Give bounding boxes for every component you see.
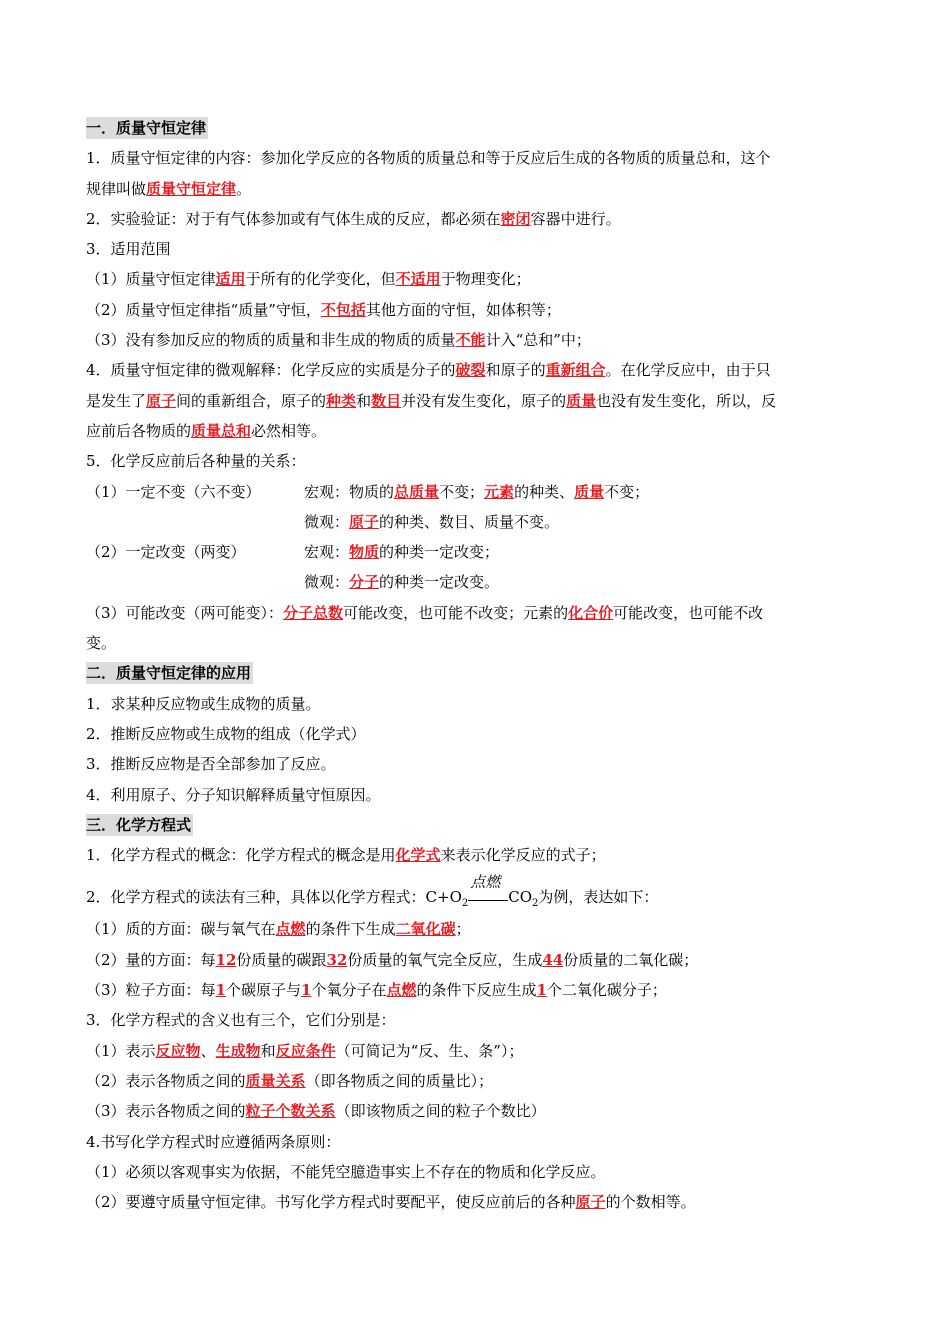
- text: （1）质的方面：碳与氧气在: [86, 920, 276, 939]
- subscript: 2: [461, 898, 469, 910]
- key-term: 不包括: [320, 300, 366, 319]
- text: CO: [508, 888, 533, 907]
- text: （1）质量守恒定律: [86, 270, 216, 289]
- section-1-title: 一．质量守恒定律: [86, 119, 207, 137]
- text: 1．求某种反应物或生成物的质量。: [86, 694, 321, 713]
- key-term: 1: [215, 981, 226, 1000]
- text: 计入“总和”中；: [485, 331, 591, 350]
- key-term: 反应条件: [275, 1041, 336, 1060]
- key-term: 数目: [371, 391, 402, 410]
- s1-paragraph-1b: [86, 174, 866, 204]
- text: （可简记为“反、生、条”）；: [335, 1041, 524, 1060]
- text: 2．实验验证：对于有气体参加或有气体生成的反应，都必须在: [86, 209, 501, 228]
- key-term: 不适用: [395, 270, 441, 289]
- reading-item-3: [86, 975, 866, 1005]
- text: 3．推断反应物是否全部参加了反应。: [86, 755, 336, 774]
- row-label: （1）一定不变（六不变）: [86, 482, 261, 501]
- text: 宏观：: [304, 543, 350, 562]
- text: （即各物质之间的质量比）；: [305, 1071, 494, 1090]
- text: 微观：: [304, 512, 350, 531]
- s3-paragraph-2-equation: [86, 870, 866, 914]
- text: 1．化学方程式的概念：化学方程式的概念是用: [86, 846, 396, 865]
- text: 个二氧化碳分子；: [546, 981, 667, 1000]
- section-2-heading: [86, 658, 866, 688]
- text: 。: [236, 179, 252, 198]
- text: 和: [356, 391, 372, 410]
- reaction-condition: 点燃: [470, 873, 501, 892]
- key-term: 不能: [455, 331, 486, 350]
- text: （3）没有参加反应的物质的质量和非生成的物质的质量: [86, 331, 456, 350]
- section-1-heading: [86, 113, 866, 143]
- text: 和: [260, 1041, 276, 1060]
- text: 为例，表达如下：: [538, 888, 659, 907]
- key-term: 点燃: [275, 920, 306, 939]
- row-content: [304, 537, 499, 567]
- reading-item-1: [86, 914, 866, 944]
- text: （2）质量守恒定律指“质量”守恒，: [86, 300, 321, 319]
- subscript: 2: [532, 898, 539, 910]
- text: （3）粒子方面：每: [86, 981, 216, 1000]
- key-term: 质量关系: [245, 1071, 306, 1090]
- row-label: （2）一定改变（两变）: [86, 543, 246, 562]
- text: 微观：: [304, 573, 350, 592]
- s1-paragraph-4b: [86, 386, 866, 416]
- key-term: 二氧化碳: [395, 920, 456, 939]
- key-term: 44: [542, 950, 564, 969]
- arrow-line: [468, 900, 508, 901]
- key-term: 12: [215, 950, 237, 969]
- s1-paragraph-3: [86, 234, 866, 264]
- text: （2）要遵守质量守恒定律。书写化学方程式时要配平，使反应前后的各种: [86, 1193, 576, 1212]
- invariant-row-1: [86, 477, 866, 507]
- text: 3．适用范围: [86, 240, 171, 259]
- key-term: 破裂: [455, 361, 486, 380]
- scope-item-1: [86, 264, 866, 294]
- meaning-item-2: [86, 1066, 866, 1096]
- text: 、: [200, 1041, 216, 1060]
- text: 必然相等。: [251, 421, 327, 440]
- text: 是发生了: [86, 391, 147, 410]
- key-term: 1: [301, 981, 312, 1000]
- key-term: 物质: [349, 543, 380, 562]
- text: 不变；: [439, 482, 485, 501]
- list-item: [86, 780, 866, 810]
- text: 于物理变化；: [440, 270, 531, 289]
- key-term: 质量总和: [191, 421, 252, 440]
- text: 份质量的碳跟: [236, 950, 327, 969]
- key-term: 质量守恒定律: [146, 179, 237, 198]
- invariant-row-1b: [86, 507, 866, 537]
- s1-paragraph-2: [86, 204, 866, 234]
- text: 变。: [86, 634, 117, 653]
- list-item: [86, 749, 866, 779]
- key-term: 密闭: [500, 209, 531, 228]
- s3-paragraph-4: [86, 1127, 866, 1157]
- text: 应前后各物质的: [86, 421, 192, 440]
- key-term: 质量: [574, 482, 605, 501]
- text: 也没有发生变化，所以，反: [596, 391, 777, 410]
- key-term: 总质量: [394, 482, 440, 501]
- key-term: 种类: [326, 391, 357, 410]
- invariant-row-2b: [86, 567, 866, 597]
- text: 来表示化学反应的式子；: [440, 846, 606, 865]
- row-content: [304, 477, 649, 507]
- key-term: 32: [326, 950, 348, 969]
- invariant-row-3: [86, 598, 866, 628]
- text: （即该物质之间的粒子个数比）: [335, 1102, 546, 1121]
- key-term: 原子: [349, 512, 380, 531]
- scope-item-2: [86, 295, 866, 325]
- key-term: 分子: [349, 573, 380, 592]
- principle-item-2: [86, 1187, 866, 1217]
- text: （2）量的方面：每: [86, 950, 216, 969]
- text: ；: [455, 920, 471, 939]
- key-term: 重新组合: [545, 361, 606, 380]
- text: （2）表示各物质之间的: [86, 1071, 246, 1090]
- section-2-title: 二．质量守恒定律的应用: [86, 664, 252, 683]
- text: 的条件下生成: [305, 920, 396, 939]
- text: 可能改变，也可能不改: [613, 603, 764, 622]
- text: 。在化学反应中，由于只: [605, 361, 771, 380]
- text: 的个数相等。: [605, 1193, 696, 1212]
- text: 间的重新组合，原子的: [176, 391, 327, 410]
- key-term: 1: [536, 981, 547, 1000]
- text: 3．化学方程式的含义也有三个，它们分别是：: [86, 1011, 396, 1030]
- key-term: 反应物: [155, 1041, 201, 1060]
- text: 和原子的: [485, 361, 546, 380]
- text: 份质量的氧气完全反应，生成: [347, 950, 543, 969]
- text: 的种类一定改变。: [379, 573, 500, 592]
- text: 于所有的化学变化，但: [245, 270, 396, 289]
- section-3-heading: [86, 810, 866, 840]
- text: 宏观：物质的: [304, 482, 395, 501]
- text: 个氧分子在: [311, 981, 387, 1000]
- scope-item-3: [86, 325, 866, 355]
- meaning-item-1: [86, 1036, 866, 1066]
- key-term: 化合价: [568, 603, 614, 622]
- text: 2．推断反应物或生成物的组成（化学式）: [86, 724, 366, 743]
- document-page: [86, 113, 866, 1217]
- s3-paragraph-1: [86, 840, 866, 870]
- text: 不变；: [604, 482, 650, 501]
- text: 4．利用原子、分子知识解释质量守恒原因。: [86, 785, 381, 804]
- text: 的条件下反应生成: [416, 981, 537, 1000]
- text: 规律叫做: [86, 179, 147, 198]
- text: （3）可能改变（两可能变）：: [86, 603, 284, 622]
- key-term: 原子: [146, 391, 177, 410]
- s1-paragraph-5: [86, 446, 866, 476]
- key-term: 生成物: [215, 1041, 261, 1060]
- s1-paragraph-4a: [86, 355, 866, 385]
- text: 4.书写化学方程式时应遵循两条原则：: [86, 1132, 341, 1151]
- text: 2．化学方程式的读法有三种，具体以化学方程式：C+O: [86, 888, 462, 907]
- text: 4．质量守恒定律的微观解释：化学反应的实质是分子的: [86, 361, 456, 380]
- s3-paragraph-3: [86, 1005, 866, 1035]
- s1-paragraph-4c: [86, 416, 866, 446]
- text: 份质量的二氧化碳；: [563, 950, 699, 969]
- text: （1）表示: [86, 1041, 156, 1060]
- reaction-arrow: [468, 873, 508, 907]
- text: 的种类一定改变；: [379, 543, 500, 562]
- key-term: 化学式: [395, 846, 441, 865]
- invariant-row-2: [86, 537, 866, 567]
- text: （1）必须以客观事实为依据，不能凭空臆造事实上不存在的物质和化学反应。: [86, 1162, 606, 1181]
- text: （3）表示各物质之间的: [86, 1102, 246, 1121]
- key-term: 质量: [566, 391, 597, 410]
- list-item: [86, 689, 866, 719]
- principle-item-1: [86, 1157, 866, 1187]
- key-term: 元素: [484, 482, 515, 501]
- text: 并没有发生变化，原子的: [401, 391, 567, 410]
- text: 容器中进行。: [530, 209, 621, 228]
- meaning-item-3: [86, 1096, 866, 1126]
- invariant-row-3-tail: [86, 628, 866, 658]
- text: 可能改变，也可能不改变；元素的: [343, 603, 569, 622]
- reading-item-2: [86, 945, 866, 975]
- list-item: [86, 719, 866, 749]
- key-term: 适用: [215, 270, 246, 289]
- text: 的种类、数目、质量不变。: [379, 512, 560, 531]
- text: 的种类、: [514, 482, 575, 501]
- text: 5．化学反应前后各种量的关系：: [86, 452, 306, 471]
- s1-paragraph-1a: [86, 143, 866, 173]
- text: 1．质量守恒定律的内容：参加化学反应的各物质的质量总和等于反应后生成的各物质的质量总和，这个: [86, 149, 771, 168]
- text: 其他方面的守恒，如体积等；: [365, 300, 561, 319]
- key-term: 粒子个数关系: [245, 1102, 336, 1121]
- section-3-title: 三．化学方程式: [86, 815, 192, 834]
- key-term: 分子总数: [283, 603, 344, 622]
- key-term: 原子: [575, 1193, 606, 1212]
- text: 个碳原子与: [225, 981, 301, 1000]
- key-term: 点燃: [386, 981, 417, 1000]
